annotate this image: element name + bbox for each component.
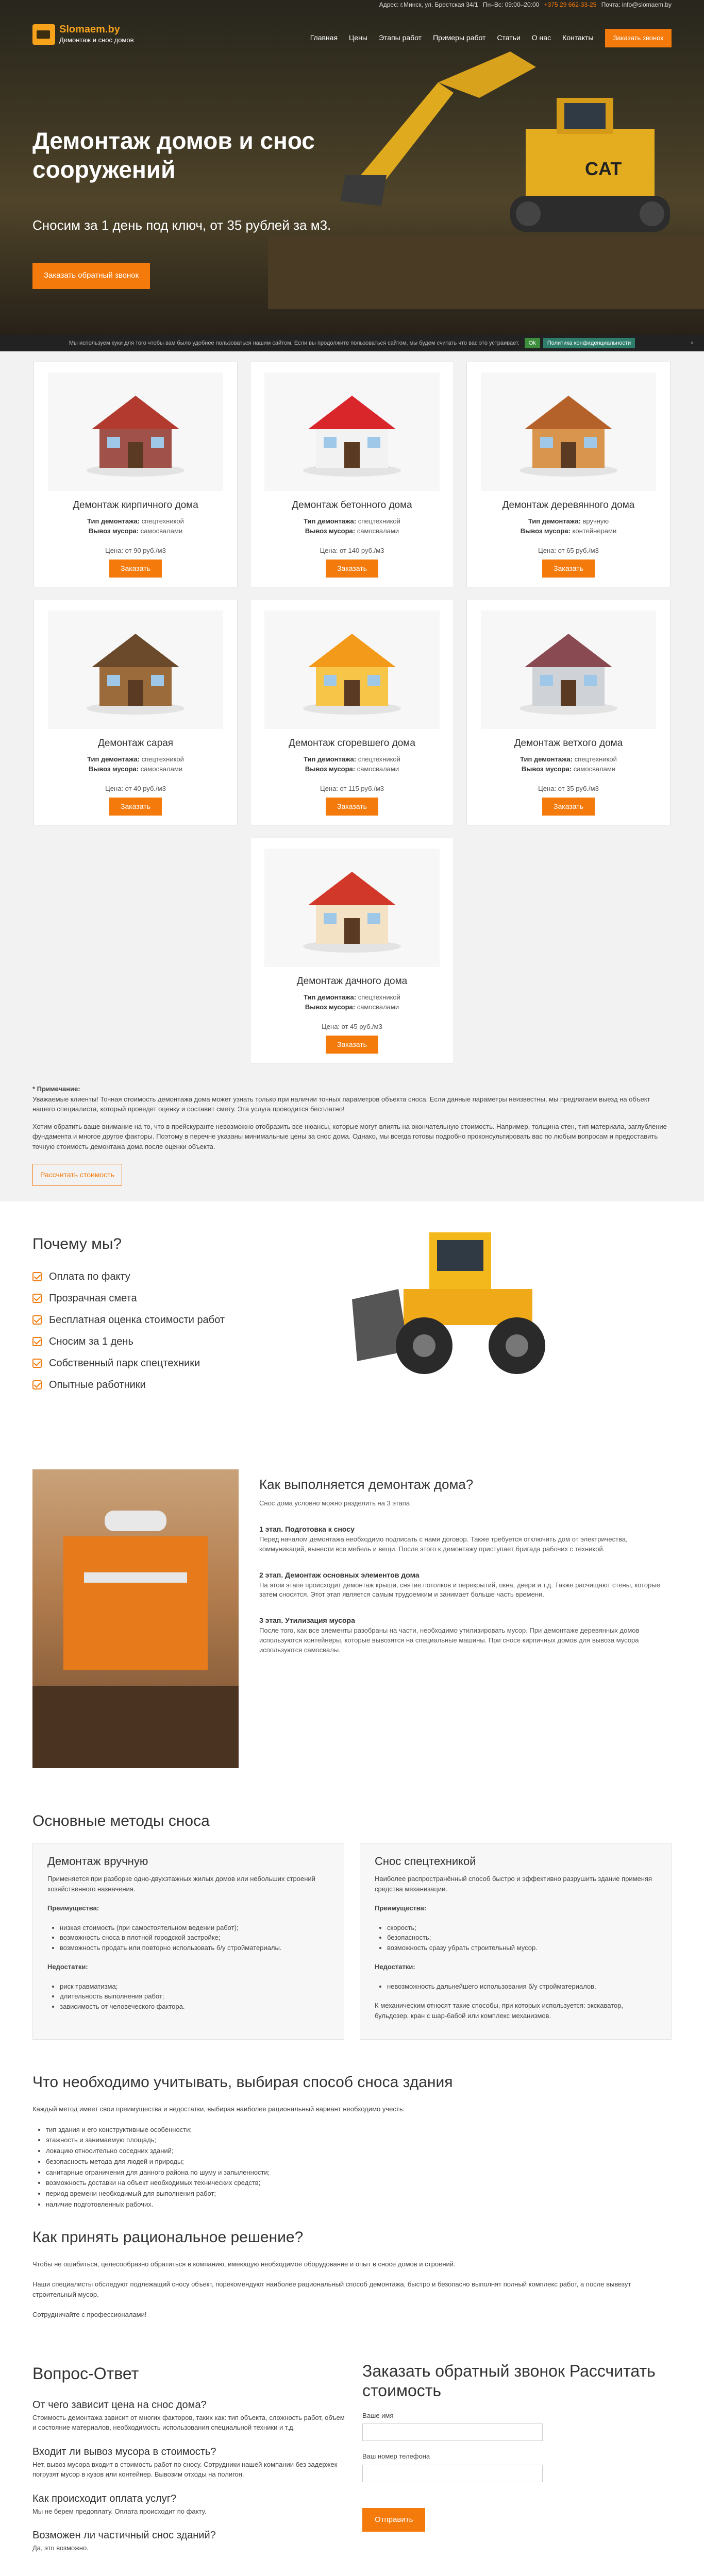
hero-subtitle: Сносим за 1 день под ключ, от 35 рублей за м3.: [32, 217, 331, 233]
card-type-label: Тип демонтажа:: [87, 755, 140, 763]
card-waste-label: Вывоз мусора:: [88, 765, 139, 773]
card-type: вручную: [582, 517, 609, 525]
stages-title: Как выполняется демонтаж дома?: [259, 1477, 474, 1492]
card-type: спецтехникой: [141, 755, 184, 763]
method-manual-adv-label: Преимущества:: [47, 1904, 99, 1912]
note-text-2: Хотим обратить ваше внимание на то, что в прейскуранте невозможно отобразить все нюансы, которые могут влиять на окончательную стоимость. Например, толщина стен, тип материала, заглубление фундамента и многое другое факторы. Поэтому в перечне указаны минимальные цены за снос дома. Однако, мы всегда готовы подробно проконсультировать вас по любым вопросам и предоставить точную стоимость демонтажа дома после оценки объекта.: [32, 1122, 667, 1150]
card-type-label: Тип демонтажа:: [520, 755, 573, 763]
methods-section: [32, 1809, 672, 2040]
card-type-label: Тип демонтажа:: [87, 517, 140, 525]
nav-articles[interactable]: Статьи: [497, 33, 521, 42]
order-button[interactable]: Заказать: [326, 560, 378, 578]
card-price: Цена: от 40 руб./м3: [105, 784, 166, 792]
order-button[interactable]: Заказать: [109, 560, 162, 578]
card-title: Демонтаж кирпичного дома: [73, 500, 198, 511]
card-title: Демонтаж сарая: [97, 738, 174, 749]
list-item: • скорость;: [387, 1923, 657, 1933]
decision-title: Как принять рациональное решение?: [32, 2228, 304, 2246]
cookie-text: Мы используем куки для того чтобы вам было удобнее пользоваться нашим сайтом. Если вы продолжите пользоваться сайтом, мы будем считать что вас это устраивает.: [69, 340, 519, 346]
check-icon: [32, 1380, 42, 1389]
order-call-button[interactable]: Заказать звонок: [605, 29, 672, 47]
card-title: Демонтаж ветхого дома: [514, 738, 623, 749]
faq-question-4: Возможен ли частичный снос зданий?: [32, 2530, 216, 2541]
factors-section: [32, 2071, 672, 2320]
card-price: Цена: от 45 руб./м3: [322, 1022, 382, 1030]
why-item-label: Опытные работники: [49, 1379, 146, 1391]
top-phone-link[interactable]: +375 29 662-33-25: [544, 1, 597, 8]
factors-title: Что необходимо учитывать, выбирая способ сноса здания: [32, 2074, 453, 2091]
card-waste-label: Вывоз мусора:: [305, 765, 356, 773]
method-manual-title: Демонтаж вручную: [47, 1855, 148, 1868]
nav-home[interactable]: Главная: [310, 33, 338, 42]
worker-image-icon: [32, 1469, 239, 1768]
callback-form: [362, 2361, 672, 2553]
brick-house-icon: [48, 372, 223, 491]
faq-answer-4: Да, это возможно.: [32, 2544, 89, 2552]
phone-label: Ваш номер телефона: [362, 2452, 430, 2461]
burnt-house-icon: [264, 611, 440, 729]
stage-3-title: 3 этап. Утилизация мусора: [259, 1616, 355, 1625]
why-item-label: Оплата по факту: [49, 1271, 130, 1282]
card-waste-label: Вывоз мусора:: [305, 527, 356, 535]
check-icon: [32, 1337, 42, 1346]
card-waste: самосвалами: [573, 765, 616, 773]
old-house-icon: [481, 611, 656, 729]
close-icon[interactable]: ×: [690, 340, 694, 346]
price-card: [250, 600, 454, 825]
card-type: спецтехникой: [358, 993, 400, 1001]
faq-answer-1: Стоимость демонтажа зависит от многих факторов, таких как: тип объекта, сложность работ, объем и состояние материалов, необходимость использования специальной техники и т.д.: [32, 2413, 345, 2432]
faq-question-1: От чего зависит цена на снос дома?: [32, 2399, 207, 2411]
order-button[interactable]: Заказать: [542, 560, 595, 578]
worker-photo: [32, 1469, 239, 1768]
faq-question-2: Входит ли вывоз мусора в стоимость?: [32, 2446, 216, 2458]
list-item: • длительность выполнения работ;: [60, 1991, 329, 2002]
why-title: Почему мы?: [32, 1235, 122, 1252]
card-price: Цена: от 35 руб./м3: [538, 784, 599, 792]
order-button[interactable]: Заказать: [326, 1036, 378, 1054]
card-type-label: Тип демонтажа:: [528, 517, 581, 525]
method-manual-desc: Применяется при разборке одно-двухэтажных жилых домов или небольших строений хозяйственного назначения.: [47, 1875, 315, 1893]
method-machine-desc: Наиболее распространённый способ быстро и эффективно разрушить здание применяя средства механизации.: [375, 1875, 652, 1893]
faq-list: [32, 2361, 347, 2553]
stages-text: [259, 1469, 672, 1768]
list-item: • санитарные ограничения для данного района по шуму и запыленности;: [46, 2167, 672, 2178]
stage-3-text: После того, как все элементы разобраны на части, необходимо утилизировать мусор. При демонтаже деревянных домов используются контейнеры, которые вывозятся на специальные машины. При сносе кирпичных домов для вывоза мусора используются самосвалы.: [259, 1626, 640, 1654]
order-button[interactable]: Заказать: [326, 798, 378, 816]
logo-tagline: Демонтаж и снос домов: [59, 36, 134, 44]
card-price: Цена: от 115 руб./м3: [320, 784, 384, 792]
note-label: * Примечание:: [32, 1085, 80, 1093]
methods-title: Основные методы сноса: [32, 1812, 210, 1829]
decision-text-2: Наши специалисты обследуют подлежащий сносу объект, порекомендуют наиболее рациональный способ демонтажа, быстро и безопасно выполнят полный комплекс работ, а после вывезут строительный мусор.: [32, 2280, 631, 2298]
card-price: Цена: от 65 руб./м3: [538, 546, 599, 554]
check-icon: [32, 1359, 42, 1368]
faq-question-3: Как происходит оплата услуг?: [32, 2493, 177, 2504]
list-item: • тип здания и его конструктивные особенности;: [46, 2125, 672, 2136]
card-type: спецтехникой: [574, 755, 617, 763]
list-item: • возможность доставки на объект необходимых технических средств;: [46, 2178, 672, 2189]
method-manual-dis-label: Недостатки:: [47, 1963, 88, 1971]
svg-text:CAT: CAT: [585, 158, 622, 179]
card-waste-label: Вывоз мусора:: [305, 1003, 356, 1011]
order-button[interactable]: Заказать: [109, 798, 162, 816]
country-house-icon: [264, 849, 440, 967]
cookie-banner: [0, 335, 704, 351]
submit-button[interactable]: Отправить: [362, 2508, 425, 2532]
name-input[interactable]: [362, 2424, 543, 2441]
card-waste: контейнерами: [572, 527, 617, 535]
hero-callback-button[interactable]: Заказать обратный звонок: [32, 263, 150, 289]
card-title: Демонтаж деревянного дома: [502, 500, 635, 511]
top-address: Адрес: г.Минск, ул. Брестская 34/1: [379, 1, 478, 8]
list-item: • этажность и занимаемую площадь;: [46, 2135, 672, 2146]
faq-title: Вопрос-Ответ: [32, 2364, 139, 2383]
cookie-ok-button[interactable]: Ok: [525, 338, 540, 349]
stage-2-text: На этом этапе происходит демонтаж крыши, снятие потолков и перекрытий, окна, двери и т.д. Также расчищают стены, которые затем сносятся. Этот этап является самым трудоемким и занимает больше часть времени.: [259, 1581, 660, 1599]
stages-intro: Снос дома условно можно разделить на 3 этапа: [259, 1499, 410, 1507]
card-type: спецтехникой: [358, 755, 400, 763]
method-machine: [360, 1843, 672, 2040]
list-item: • наличие подготовленных рабочих.: [46, 2199, 672, 2210]
list-item: • возможность сразу убрать строительный мусор.: [387, 1943, 657, 1953]
cookie-policy-button[interactable]: Политика конфиденциальности: [543, 338, 635, 349]
nav-contacts[interactable]: Контакты: [562, 33, 594, 42]
card-waste-label: Вывоз мусора:: [88, 527, 139, 535]
nav-stages[interactable]: Этапы работ: [378, 33, 422, 42]
top-email-link[interactable]: Почта: info@slomaem.by: [601, 1, 672, 8]
name-label: Ваше имя: [362, 2411, 394, 2419]
note-text-1: Уважаемые клиенты! Точная стоимость демонтажа дома может узнать только при наличии точных параметров объекта сноса. Если данные параметры неизвестны, мы предлагаем выезд на объект нашего специалиста, который проведет оценку и составит смету. Эта услуга проводится бесплатно!: [32, 1095, 650, 1113]
why-us-section: [32, 1201, 672, 1449]
stage-1-title: 1 этап. Подготовка к сносу: [259, 1524, 355, 1533]
list-item: • зависимость от человеческого фактора.: [60, 2002, 329, 2012]
card-title: Демонтаж сгоревшего дома: [289, 738, 415, 749]
prices-section: [0, 351, 704, 1201]
why-item-label: Собственный парк спецтехники: [49, 1358, 200, 1369]
method-machine-adv-label: Преимущества:: [375, 1904, 427, 1912]
check-icon: [32, 1315, 42, 1325]
order-button[interactable]: Заказать: [542, 798, 595, 816]
top-hours: Пн–Вс: 09:00–20:00: [482, 1, 540, 8]
why-item-label: Сносим за 1 день: [49, 1336, 133, 1347]
check-icon: [32, 1294, 42, 1303]
shed-icon: [48, 611, 223, 729]
card-waste: самосвалами: [357, 765, 399, 773]
why-item-label: Прозрачная смета: [49, 1293, 137, 1304]
price-card: [33, 600, 238, 825]
list-item: • период времени необходимый для выполнения работ;: [46, 2189, 672, 2199]
card-title: Демонтаж бетонного дома: [292, 500, 412, 511]
price-cards: [32, 362, 672, 1063]
nav-examples[interactable]: Примеры работ: [433, 33, 486, 42]
calculate-cost-button[interactable]: Рассчитать стоимость: [32, 1164, 122, 1186]
list-item: • локацию относительно соседних зданий;: [46, 2146, 672, 2157]
excavator-illustration: [268, 21, 704, 309]
check-icon: [32, 1272, 42, 1281]
card-price: Цена: от 140 руб./м3: [320, 546, 384, 554]
list-item: • риск травматизма;: [60, 1981, 329, 1992]
decision-text-3: Сотрудничайте с профессионалами!: [32, 2311, 147, 2319]
phone-input[interactable]: [362, 2465, 543, 2482]
list-item: • низкая стоимость (при самостоятельном ведении работ);: [60, 1923, 329, 1933]
card-type-label: Тип демонтажа:: [304, 755, 357, 763]
loader-illustration: [352, 1212, 579, 1382]
header: [32, 24, 672, 46]
method-manual: [32, 1843, 344, 2040]
card-type: спецтехникой: [358, 517, 400, 525]
hero-section: [0, 0, 704, 335]
list-item: • возможность сноса в плотной городской застройке;: [60, 1933, 329, 1943]
hero-title: Демонтаж домов и снос сооружений: [32, 127, 315, 183]
price-card: [33, 362, 238, 587]
card-type-label: Тип демонтажа:: [304, 993, 357, 1001]
nav-about[interactable]: О нас: [531, 33, 551, 42]
card-waste: самосвалами: [140, 765, 183, 773]
stages-section: [32, 1449, 672, 1789]
faq-answer-2: Нет, вывоз мусора входит в стоимость работ по сносу. Сотрудники нашей компании без задержек погрузят мусор в кузов или контейнер. Вывозим отходы на полигон.: [32, 2460, 338, 2479]
method-machine-extra: К механическим относят такие способы, при которых используется: экскаватор, бульдозер, кран с шар-бабой или комплекс механизмов.: [375, 2002, 624, 2020]
price-card: [250, 362, 454, 587]
card-title: Демонтаж дачного дома: [296, 976, 408, 987]
excavator-logo-icon: [32, 24, 55, 45]
price-note: [32, 1084, 672, 1186]
faq-answer-3: Мы не берем предоплату. Оплата происходит по факту.: [32, 2507, 207, 2515]
method-machine-title: Снос спецтехникой: [375, 1855, 476, 1868]
faq-section: [32, 2330, 672, 2576]
nav-prices[interactable]: Цены: [349, 33, 367, 42]
stage-1-text: Перед началом демонтажа необходимо подписать с нами договор. Также требуется отключить дом от электричества, коммуникаций, вынести все мебель и вещи. После этого к демонтажу приступает бригада рабочих с техникой.: [259, 1535, 628, 1553]
list-item: • безопасность;: [387, 1933, 657, 1943]
card-waste: самосвалами: [357, 527, 399, 535]
why-item-label: Бесплатная оценка стоимости работ: [49, 1314, 225, 1326]
list-item: • возможность продать или повторно использовать б/у стройматериалы.: [60, 1943, 329, 1953]
factors-intro: Каждый метод имеет свои преимущества и недостатки, выбирая наиболее рациональный вариант необходимо учесть:: [32, 2105, 405, 2113]
decision-text-1: Чтобы не ошибиться, целесообразно обратиться в компанию, имеющую необходимое оборудование и опыт в сносе домов и строений.: [32, 2260, 456, 2268]
price-card: [466, 600, 671, 825]
method-machine-dis-label: Недостатки:: [375, 1963, 415, 1971]
logo-name: Slomaem.by: [59, 24, 120, 35]
list-item: • безопасность метода для людей и природы;: [46, 2157, 672, 2167]
stage-2-title: 2 этап. Демонтаж основных элементов дома: [259, 1570, 420, 1579]
card-price: Цена: от 90 руб./м3: [105, 546, 166, 554]
card-waste: самосвалами: [140, 527, 183, 535]
card-waste: самосвалами: [357, 1003, 399, 1011]
price-card: [250, 838, 454, 1063]
logo-text: [59, 24, 134, 45]
form-title: Заказать обратный звонок Рассчитать стоимость: [362, 2361, 656, 2400]
card-type-label: Тип демонтажа:: [304, 517, 357, 525]
price-card: [466, 362, 671, 587]
logo[interactable]: [32, 24, 134, 45]
concrete-house-icon: [264, 372, 440, 491]
card-waste-label: Вывоз мусора:: [521, 765, 572, 773]
top-info-bar: [0, 0, 704, 9]
wooden-house-icon: [481, 372, 656, 491]
main-nav: [299, 29, 672, 47]
card-type: спецтехникой: [141, 517, 184, 525]
list-item: • невозможность дальнейшего использования б/у стройматериалов.: [387, 1981, 657, 1992]
card-waste-label: Вывоз мусора:: [520, 527, 571, 535]
